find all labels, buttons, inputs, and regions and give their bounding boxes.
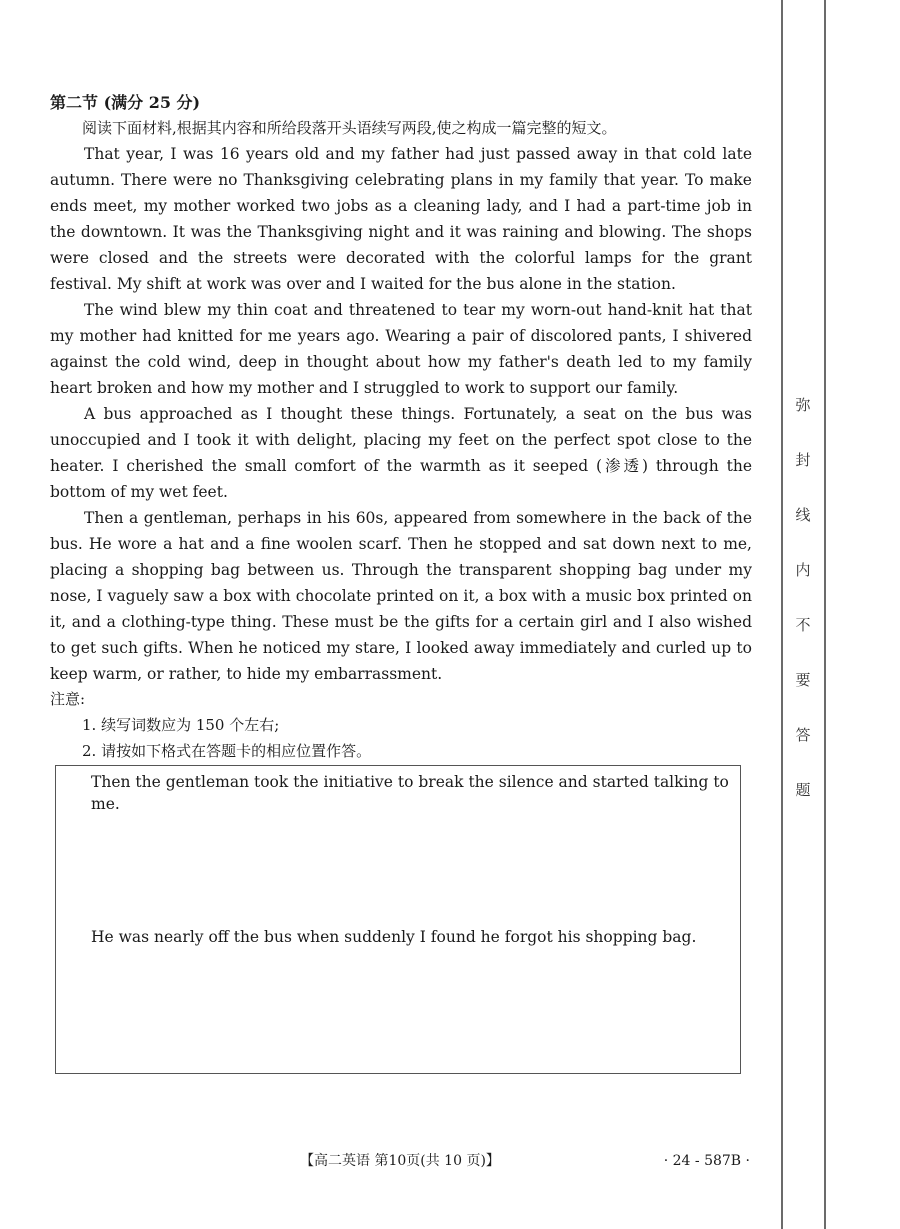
answer-box [55, 765, 741, 1074]
paragraph-1-opening: Then the gentleman took the initiative to break the silence and started talking to me. [91, 773, 729, 813]
section-title: 第二节 (满分 25 分) [50, 93, 201, 112]
question-content [50, 90, 752, 764]
seal-char: 不 [795, 616, 811, 634]
passage-paragraph: That year, I was 16 years old and my father had just passed away in that cold late autumn. There were no Thanksgiving celebrating plans in my family that year. To make ends meet, my mother worked two jobs as a cleaning lady, and I had a part-time job in the downtown. It was the Thanksgiving night and it was raining and blowing. The shops were closed and the streets were decorated with the colorful lamps for the grant festival. My shift at work was over and I waited for the bus alone in the station. [50, 145, 752, 293]
seal-line-notice [788, 398, 818, 838]
note-item: 2. 请按如下格式在答题卡的相应位置作答。 [82, 742, 372, 760]
footer-page-label: 【高二英语 第10页(共 10 页)】 [300, 1153, 500, 1169]
seal-char: 答 [795, 726, 811, 744]
paragraph-2-opening: He was nearly off the bus when suddenly I found he forgot his shopping bag. [91, 928, 697, 946]
passage-paragraph: The wind blew my thin coat and threatened to tear my worn-out hand-knit hat that my mother had knitted for me years ago. Wearing a pair of discolored pants, I shivered against the cold wind, deep in thought about how my father's death led to my family heart broken and how my mother and I struggled to work to support our family. [50, 301, 752, 397]
seal-char: 题 [795, 781, 811, 799]
seal-char: 封 [795, 451, 811, 469]
footer-exam-code: · 24 - 587B · [663, 1153, 750, 1169]
seal-char: 弥 [795, 396, 811, 414]
note-item: 1. 续写词数应为 150 个左右; [82, 716, 280, 734]
seal-char: 内 [795, 561, 811, 579]
seal-char: 要 [795, 671, 811, 689]
section-instruction: 阅读下面材料,根据其内容和所给段落开头语续写两段,使之构成一篇完整的短文。 [82, 119, 617, 137]
notes-title: 注意: [50, 690, 86, 708]
page-footer [300, 1150, 750, 1172]
seal-char: 线 [795, 506, 811, 524]
passage-paragraph: Then a gentleman, perhaps in his 60s, appeared from somewhere in the back of the bus. He wore a hat and a fine woolen scarf. Then he stopped and sat down next to me, placing a shopping bag between us. Through the transparent shopping bag under my nose, I vaguely saw a box with chocolate printed on it, a box with a music box printed on it, and a clothing-type thing. These must be the gifts for a certain girl and I also wished to get such gifts. When he noticed my stare, I looked away immediately and curled up to keep warm, or rather, to hide my embarrassment. [50, 509, 752, 683]
margin-rule-left [781, 0, 783, 1229]
passage-paragraph: A bus approached as I thought these things. Fortunately, a seat on the bus was unoccupied and I took it with delight, placing my feet on the perfect spot close to the heater. I cherished the small comfort of the warmth as it seeped (渗透) through the bottom of my wet feet. [50, 405, 752, 501]
margin-rule-right [824, 0, 826, 1229]
reading-passage [50, 141, 752, 687]
